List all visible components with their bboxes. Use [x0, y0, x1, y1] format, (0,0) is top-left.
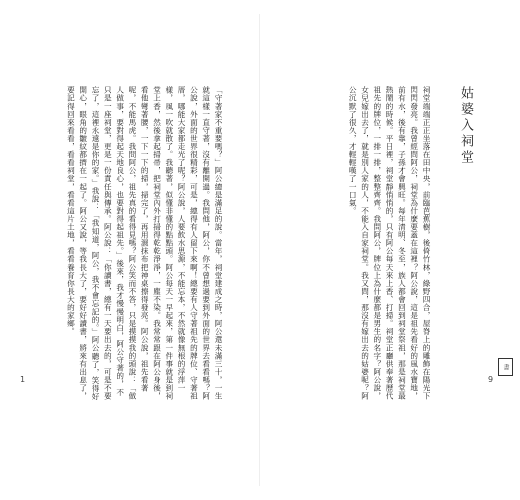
right-page [260, 0, 520, 500]
margin-seal-icon: 書 [498, 358, 513, 376]
left-page-number: 1 [20, 375, 26, 384]
left-page-body: 「守著家不重要嗎？」阿公總是滿足的說。當年，祠堂建成之時，阿公還未滿三十，一生就這樣一直守著，沒有離開過。我問他，阿公，你不曾想過要到外面的世界去看看嗎？阿公說，外面的世界很精彩，可是，總得有人留下來啊！總要有人守著祖先的牌位、守著祖厝，哪能大家都走光了呢？阿公說，人要飲水思源，不能忘本，不然就像無根的浮萍一樣，風一吹就散了。我聽著，似懂非懂的點點頭。阿公每天一早起來，第一件事就是到祠堂上香，然後拿起掃帚，把祠堂內外打掃得乾乾淨淨，一塵不染。我常常跟在阿公身後，看他彎著腰，一下一下的掃，掃完了，再用濕抹布把神桌擦得發亮。阿公說，祖先看著呢，不能馬虎。我問阿公，祖先真的看得見嗎？阿公笑而不答，只是摸摸我的頭說：「做人做事，要對得起天地良心，也要對得起祖先。」後來，我才慢慢明白，阿公守著的，不只是一座祠堂，更是一份責任與傳承。阿公說：「你讀書，總有一天要出去的，可是不要忘了，這裡永遠是你的家。」我說：「我知道，阿公，我不會忘記的。」阿公聽了，笑得好開心，眼角的皺紋都擠在一起了。阿公又說，等我長大了，要好好讀書，將來有出息了，要記得回來看看，看看祠堂，看看這片土地，看看養育你長大的家鄉。 [66, 86, 223, 401]
chapter-title: 姑婆入祠堂 [458, 86, 473, 166]
right-page-number: 9 [488, 375, 494, 384]
right-page-body: 祠堂端端正正坐落在田中央，前臨芭蕉樹，後倚竹林，綠野四合，屋脊上的雕飾在陽光下閃閃發亮。我曾經問阿公，祠堂為什麼要蓋在這裡？阿公說，這是祖先看好的風水寶地，前有水，後有靠，子孫才會興旺。每年清明、冬至，族人都會回到祠堂祭祖，那是祠堂最熱鬧的時候。平日裡，祠堂靜悄悄的，只有阿公每天來上香、打掃。祠堂正廳供奉著歷代祖先的牌位，一排一排，整整齊齊。我問阿公，牌位上為什麼都是男生的名字？阿公說，女兒嫁出去了，就是別人家的人，不能入自家祠堂。我又問，那沒有嫁出去的姑婆呢？阿公沉默了很久，才輕輕嘆了一口氣。 [348, 86, 431, 400]
